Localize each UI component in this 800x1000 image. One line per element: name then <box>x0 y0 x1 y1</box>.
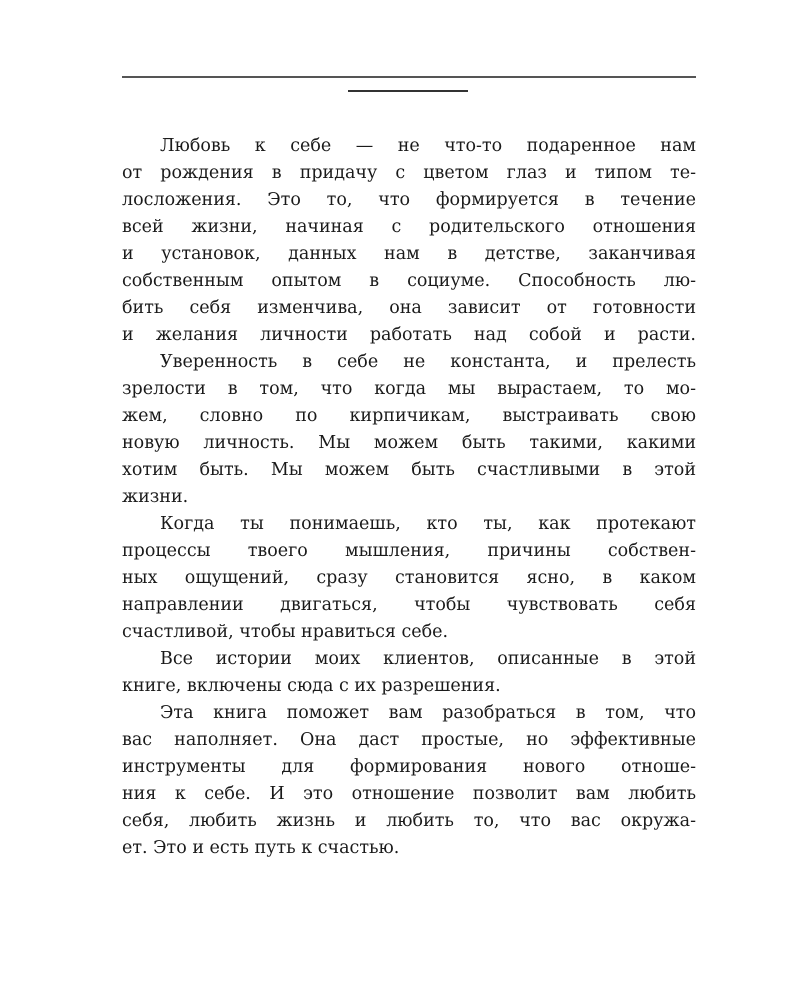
paragraph-5 <box>122 700 696 862</box>
text-line: Все истории моих клиентов, описанные в этой <box>160 649 696 669</box>
text-line: собственным опытом в социуме. Способность лю- <box>122 271 696 291</box>
text-line: вас наполняет. Она даст простые, но эффективные <box>122 730 696 750</box>
text-line: лосложения. Это то, что формируется в течение <box>122 190 696 210</box>
text-line: направлении двигаться, чтобы чувствовать себя <box>122 595 696 615</box>
text-line: жем, словно по кирпичикам, выстраивать свою <box>122 406 696 426</box>
paragraph-1 <box>122 133 696 349</box>
text-line: Любовь к себе — не что-то подаренное нам <box>160 136 696 156</box>
paragraph-4 <box>122 646 696 700</box>
text-line: всей жизни, начиная с родительского отношения <box>122 217 696 237</box>
text-line: счастливой, чтобы нравиться себе. <box>122 622 449 642</box>
text-line: себя, любить жизнь и любить то, что вас окружа- <box>122 811 696 831</box>
text-line: Когда ты понимаешь, кто ты, как протекают <box>160 514 696 534</box>
text-line: Эта книга поможет вам разобраться в том, что <box>160 703 696 723</box>
paragraph-3 <box>122 511 696 646</box>
text-line: книге, включены сюда с их разрешения. <box>122 676 501 696</box>
text-line: и желания личности работать над собой и расти. <box>122 325 696 345</box>
body-text <box>122 133 696 862</box>
text-line: инструменты для формирования нового отноше- <box>122 757 696 777</box>
paragraph-2 <box>122 349 696 511</box>
text-line: от рождения в придачу с цветом глаз и типом те- <box>122 163 696 183</box>
text-line: новую личность. Мы можем быть такими, какими <box>122 433 696 453</box>
text-line: жизни. <box>122 487 189 507</box>
header-rule-long <box>122 76 696 78</box>
text-line: ных ощущений, сразу становится ясно, в каком <box>122 568 696 588</box>
text-line: ния к себе. И это отношение позволит вам любить <box>122 784 696 804</box>
header-rule-short <box>348 90 468 92</box>
text-line: зрелости в том, что когда мы вырастаем, то мо- <box>122 379 696 399</box>
text-line: Уверенность в себе не константа, и прелесть <box>160 352 696 372</box>
text-line: хотим быть. Мы можем быть счастливыми в этой <box>122 460 696 480</box>
text-line: и установок, данных нам в детстве, заканчивая <box>122 244 696 264</box>
text-line: процессы твоего мышления, причины собствен- <box>122 541 696 561</box>
text-line: ет. Это и есть путь к счастью. <box>122 838 400 858</box>
text-line: бить себя изменчива, она зависит от готовности <box>122 298 696 318</box>
